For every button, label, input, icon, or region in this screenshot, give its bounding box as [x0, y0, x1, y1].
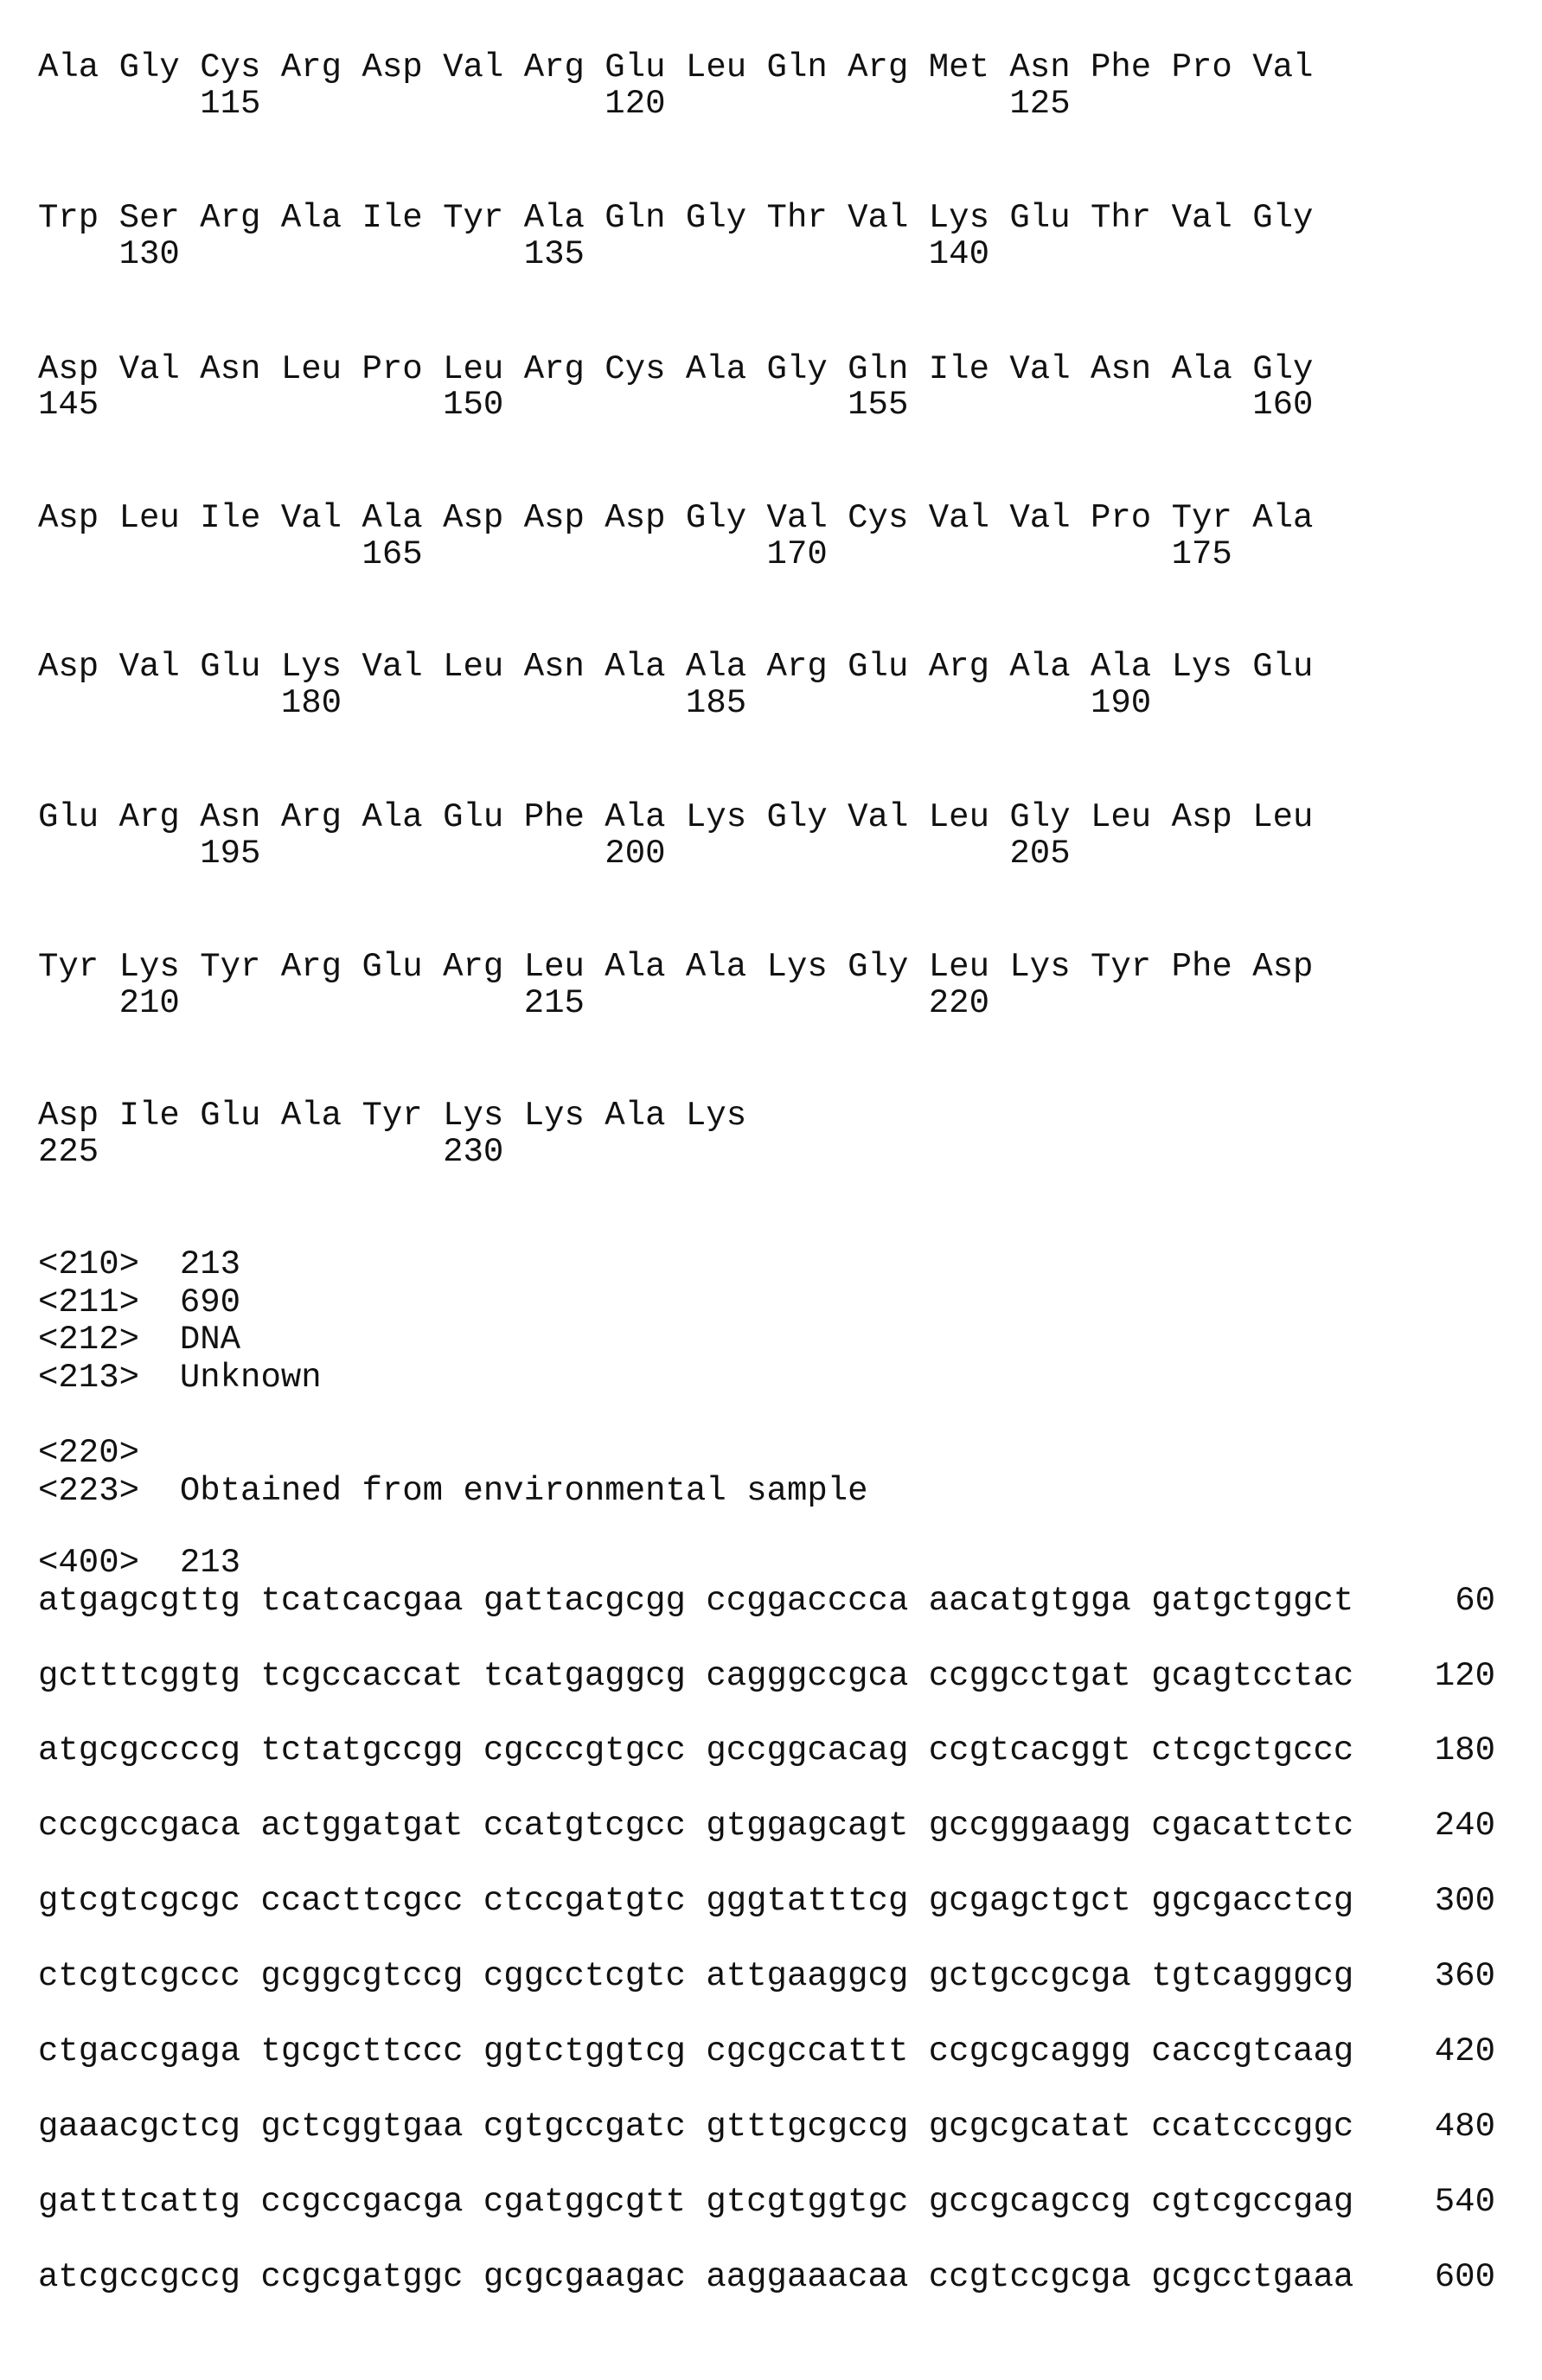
residue-number-line: 145 150 155 160 — [38, 386, 1313, 424]
sequence-header-field: <400> 213 — [38, 1544, 240, 1582]
sequence-header-field: <223> Obtained from environmental sample — [38, 1472, 868, 1510]
dna-position-number: 360 — [1435, 1957, 1495, 1995]
residue-number-line: 165 170 175 — [38, 535, 1232, 573]
dna-sequence-line: atgcgccccg tctatgccgg cgcccgtgcc gccggcacag ccgtcacggt ctcgctgccc — [38, 1731, 1353, 1769]
dna-sequence-line: gaaacgctcg gctcggtgaa cgtgccgatc gtttgcgccg gcgcgcatat ccatcccggc — [38, 2108, 1353, 2146]
protein-residue-line: Asp Val Glu Lys Val Leu Asn Ala Ala Arg Glu Arg Ala Ala Lys Glu — [38, 648, 1313, 686]
dna-position-number: 480 — [1435, 2108, 1495, 2146]
sequence-header-field: <210> 213 — [38, 1245, 240, 1283]
residue-number-line: 130 135 140 — [38, 235, 989, 273]
dna-position-number: 600 — [1435, 2258, 1495, 2296]
protein-residue-line: Ala Gly Cys Arg Asp Val Arg Glu Leu Gln Arg Met Asn Phe Pro Val — [38, 48, 1313, 86]
protein-residue-line: Asp Val Asn Leu Pro Leu Arg Cys Ala Gly Gln Ile Val Asn Ala Gly — [38, 350, 1313, 388]
dna-position-number: 540 — [1435, 2183, 1495, 2221]
protein-residue-line: Asp Ile Glu Ala Tyr Lys Lys Ala Lys — [38, 1097, 746, 1135]
dna-sequence-line: atcgccgccg ccgcgatggc gcgcgaagac aaggaaacaa ccgtccgcga gcgcctgaaa — [38, 2258, 1353, 2296]
protein-residue-line: Glu Arg Asn Arg Ala Glu Phe Ala Lys Gly Val Leu Gly Leu Asp Leu — [38, 798, 1313, 836]
sequence-header-field: <213> Unknown — [38, 1359, 322, 1397]
protein-residue-line: Tyr Lys Tyr Arg Glu Arg Leu Ala Ala Lys Gly Leu Lys Tyr Phe Asp — [38, 948, 1313, 986]
sequence-header-field: <211> 690 — [38, 1283, 240, 1321]
sequence-header-field: <220> — [38, 1434, 139, 1472]
dna-position-number: 300 — [1435, 1882, 1495, 1920]
residue-number-line: 225 230 — [38, 1133, 503, 1171]
residue-number-line: 195 200 205 — [38, 835, 1071, 873]
dna-sequence-line: ctgaccgaga tgcgcttccc ggtctggtcg cgcgccattt ccgcgcaggg caccgtcaag — [38, 2032, 1353, 2070]
protein-residue-line: Trp Ser Arg Ala Ile Tyr Ala Gln Gly Thr Val Lys Glu Thr Val Gly — [38, 199, 1313, 237]
dna-sequence-line: gatttcattg ccgccgacga cgatggcgtt gtcgtggtgc gccgcagccg cgtcgccgag — [38, 2183, 1353, 2221]
dna-sequence-line: gtcgtcgcgc ccacttcgcc ctccgatgtc gggtatttcg gcgagctgct ggcgacctcg — [38, 1882, 1353, 1920]
dna-position-number: 240 — [1435, 1807, 1495, 1845]
sequence-header-field: <212> DNA — [38, 1321, 240, 1359]
dna-position-number: 120 — [1435, 1657, 1495, 1695]
residue-number-line: 180 185 190 — [38, 684, 1151, 722]
dna-sequence-line: ctcgtcgccc gcggcgtccg cggcctcgtc attgaaggcg gctgccgcga tgtcagggcg — [38, 1957, 1353, 1995]
dna-position-number: 180 — [1435, 1731, 1495, 1769]
protein-residue-line: Asp Leu Ile Val Ala Asp Asp Asp Gly Val Cys Val Val Pro Tyr Ala — [38, 499, 1313, 537]
dna-position-number: 60 — [1455, 1582, 1495, 1620]
dna-position-number: 420 — [1435, 2032, 1495, 2070]
residue-number-line: 210 215 220 — [38, 984, 989, 1022]
dna-sequence-line: cccgccgaca actggatgat ccatgtcgcc gtggagcagt gccgggaagg cgacattctc — [38, 1807, 1353, 1845]
dna-sequence-line: gctttcggtg tcgccaccat tcatgaggcg cagggccgca ccggcctgat gcagtcctac — [38, 1657, 1353, 1695]
dna-sequence-line: atgagcgttg tcatcacgaa gattacgcgg ccggacccca aacatgtgga gatgctggct — [38, 1582, 1353, 1620]
residue-number-line: 115 120 125 — [38, 85, 1071, 123]
